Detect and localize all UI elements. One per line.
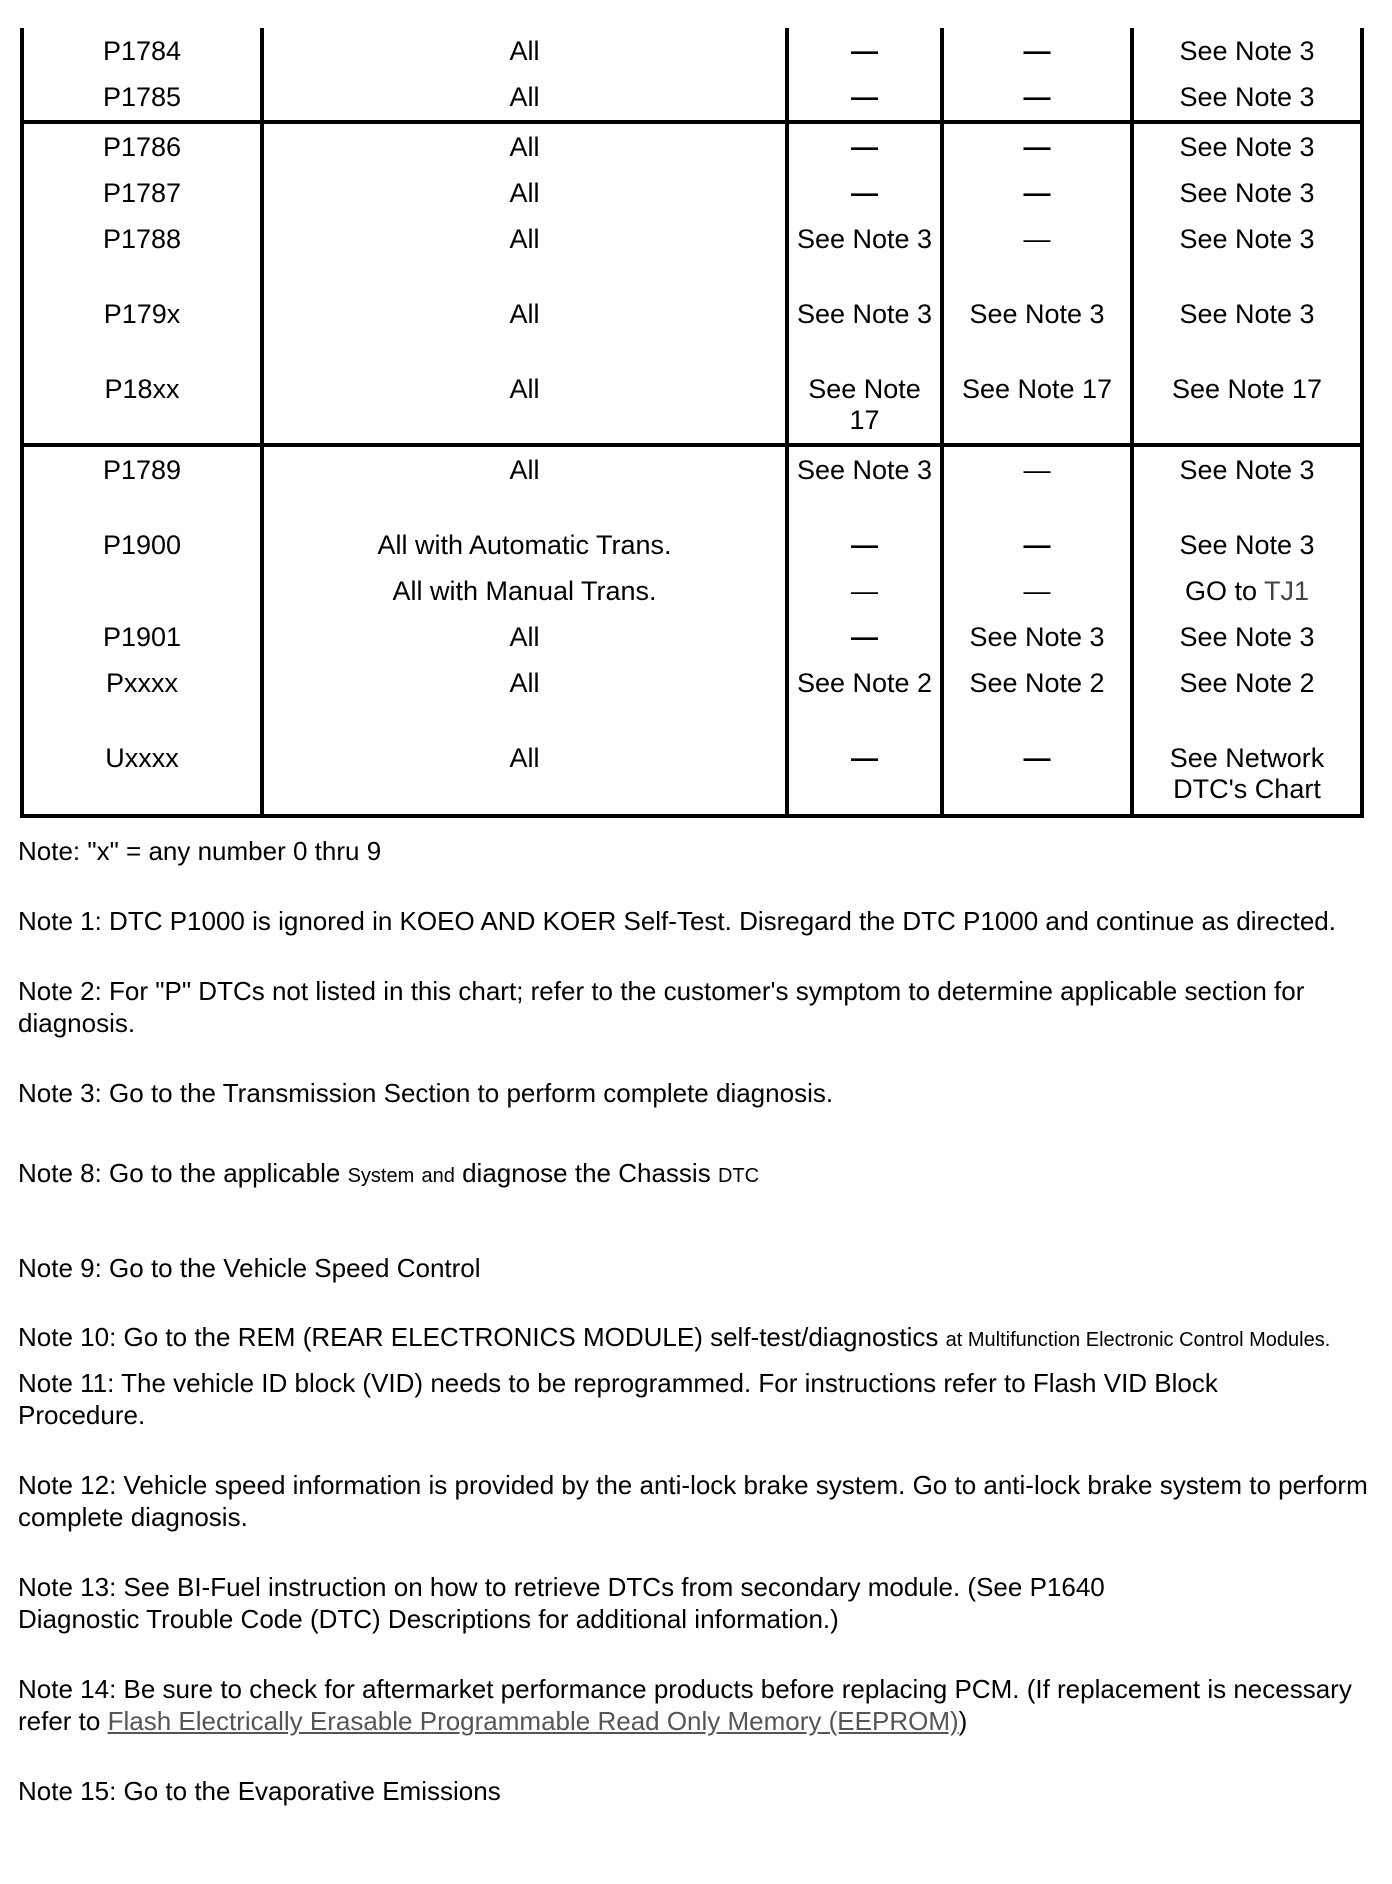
- table-row: [22, 568, 1362, 614]
- col4-cell: See Note 3: [942, 614, 1132, 660]
- col5-cell: See Note 17: [1132, 366, 1362, 445]
- table-row: [22, 291, 1362, 366]
- dtc-code: P1787: [22, 170, 262, 216]
- dtc-code: P1785: [22, 74, 262, 122]
- col3-cell: See Note 17: [787, 366, 942, 445]
- table-row: [22, 74, 1362, 122]
- col5-cell: See Note 3: [1132, 216, 1362, 291]
- note-8: [18, 1157, 1373, 1192]
- note-12: Note 12: Vehicle speed information is provided by the anti-lock brake system. Go to anti-lock brake system to perform complete diagnosis.: [18, 1470, 1368, 1532]
- note-9: Note 9: Go to the Vehicle Speed Control: [18, 1253, 481, 1283]
- table-row: [22, 735, 1362, 816]
- col5-cell: See Network DTC's Chart: [1132, 735, 1362, 816]
- table-row: [22, 170, 1362, 216]
- note-11: Note 11: The vehicle ID block (VID) needs to be reprogrammed. For instructions refer to Flash VID Block Procedure.: [18, 1368, 1218, 1430]
- table-row: [22, 28, 1362, 74]
- tj1-link[interactable]: TJ1: [1264, 576, 1310, 606]
- applicability: All with Manual Trans.: [262, 568, 787, 614]
- dtc-code: P1901: [22, 614, 262, 660]
- applicability: All: [262, 28, 787, 74]
- note-14: [18, 1673, 1373, 1737]
- col4-cell: —: [942, 568, 1132, 614]
- col4-cell: —: [942, 74, 1132, 122]
- col5-cell: See Note 3: [1132, 445, 1362, 522]
- note-3: Note 3: Go to the Transmission Section to perform complete diagnosis.: [18, 1078, 834, 1108]
- col4-cell: —: [942, 28, 1132, 74]
- col5-cell: See Note 3: [1132, 522, 1362, 568]
- col4-cell: —: [942, 216, 1132, 291]
- col4-cell: —: [942, 170, 1132, 216]
- col3-cell: —: [787, 170, 942, 216]
- dtc-code: Uxxxx: [22, 735, 262, 816]
- notes-section: [18, 835, 1373, 1807]
- applicability: All: [262, 614, 787, 660]
- eeprom-link[interactable]: Flash Electrically Erasable Programmable Read Only Memory (EEPROM): [107, 1706, 959, 1736]
- note-8-and: and: [421, 1165, 455, 1187]
- note-10: [18, 1324, 1373, 1353]
- dtc-link[interactable]: DTC: [717, 1165, 760, 1187]
- col3-cell: —: [787, 614, 942, 660]
- col5-cell: See Note 3: [1132, 614, 1362, 660]
- dtc-code: P179x: [22, 291, 262, 366]
- applicability: All: [262, 74, 787, 122]
- col5-cell: See Note 3: [1132, 291, 1362, 366]
- col3-cell: —: [787, 568, 942, 614]
- col4-cell: See Note 3: [942, 291, 1132, 366]
- note-8-text-2: diagnose the Chassis: [462, 1158, 711, 1188]
- applicability: All: [262, 735, 787, 816]
- col3-cell: —: [787, 522, 942, 568]
- table-row: [22, 522, 1362, 568]
- table-row: [22, 366, 1362, 445]
- note-14-close: ): [958, 1706, 968, 1736]
- note-1: Note 1: DTC P1000 is ignored in KOEO AND KOER Self-Test. Disregard the DTC P1000 and continue as directed.: [18, 906, 1336, 936]
- dtc-code: P1786: [22, 122, 262, 170]
- applicability: All: [262, 291, 787, 366]
- table-row: [22, 216, 1362, 291]
- note-15: Note 15: Go to the Evaporative Emissions: [18, 1776, 501, 1806]
- applicability: All with Automatic Trans.: [262, 522, 787, 568]
- col4-cell: —: [942, 522, 1132, 568]
- col4-cell: See Note 17: [942, 366, 1132, 445]
- system-link[interactable]: System: [347, 1165, 415, 1187]
- applicability: All: [262, 366, 787, 445]
- col3-cell: See Note 2: [787, 660, 942, 735]
- col5-cell: See Note 3: [1132, 122, 1362, 170]
- dtc-table: [20, 28, 1364, 818]
- col3-cell: See Note 3: [787, 216, 942, 291]
- note-14-text: Note 14: Be sure to check for aftermarket performance products before replacing PCM. (If replacement is necessary refer to: [18, 1674, 1352, 1736]
- note-13: Note 13: See BI-Fuel instruction on how to retrieve DTCs from secondary module. (See P1640 Diagnostic Trouble Code (DTC) Descriptions for additional information.): [18, 1572, 1105, 1634]
- dtc-code: P1788: [22, 216, 262, 291]
- note-2: Note 2: For "P" DTCs not listed in this chart; refer to the customer's symptom to determine applicable section for diagnosis.: [18, 976, 1305, 1038]
- dtc-code: [22, 568, 262, 614]
- applicability: All: [262, 660, 787, 735]
- col5-cell: See Note 3: [1132, 74, 1362, 122]
- col5-cell: See Note 3: [1132, 28, 1362, 74]
- dtc-code: P18xx: [22, 366, 262, 445]
- col3-cell: —: [787, 28, 942, 74]
- note-x: Note: "x" = any number 0 thru 9: [18, 836, 382, 866]
- col3-cell: See Note 3: [787, 291, 942, 366]
- dtc-code: P1789: [22, 445, 262, 522]
- col5-cell: [1132, 568, 1362, 614]
- self-test-link[interactable]: self-test/diagnostics: [710, 1322, 939, 1352]
- applicability: All: [262, 122, 787, 170]
- dtc-code: Pxxxx: [22, 660, 262, 735]
- col4-cell: —: [942, 445, 1132, 522]
- note-8-text: Note 8: Go to the applicable: [18, 1158, 341, 1188]
- applicability: All: [262, 170, 787, 216]
- col3-cell: See Note 3: [787, 445, 942, 522]
- dtc-code: P1900: [22, 522, 262, 568]
- col5-cell: See Note 2: [1132, 660, 1362, 735]
- col3-cell: —: [787, 122, 942, 170]
- col5-cell: See Note 3: [1132, 170, 1362, 216]
- col3-cell: —: [787, 74, 942, 122]
- col4-cell: —: [942, 735, 1132, 816]
- applicability: All: [262, 445, 787, 522]
- goto-text: GO to: [1184, 576, 1257, 606]
- dtc-code: P1784: [22, 28, 262, 74]
- col4-cell: —: [942, 122, 1132, 170]
- modules-link[interactable]: at Multifunction Electronic Control Modules.: [945, 1329, 1331, 1351]
- table-row: [22, 660, 1362, 735]
- table-row: [22, 122, 1362, 170]
- note-10-text: Note 10: Go to the REM (REAR ELECTRONICS MODULE): [18, 1322, 703, 1352]
- applicability: All: [262, 216, 787, 291]
- col3-cell: —: [787, 735, 942, 816]
- table-row: [22, 614, 1362, 660]
- col4-cell: See Note 2: [942, 660, 1132, 735]
- table-row: [22, 445, 1362, 522]
